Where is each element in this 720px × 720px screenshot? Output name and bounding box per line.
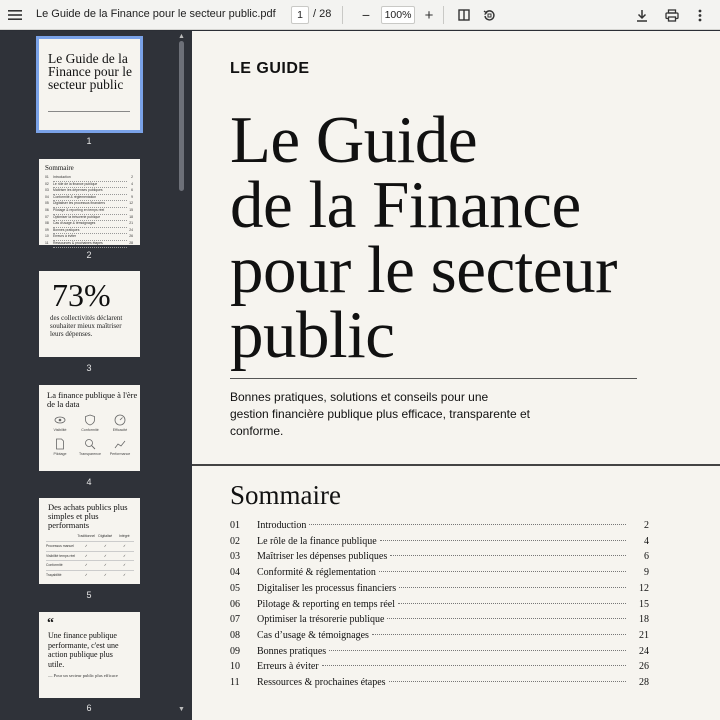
- toc-label: Bonnes pratiques: [257, 645, 327, 657]
- thumbnail-toc-row: [45, 182, 133, 189]
- toc-leader-dots: [379, 571, 626, 572]
- thumbnail-toc-cell: 21: [129, 221, 133, 226]
- toc-leader-dots: [387, 618, 626, 619]
- table-cell: Visibilité temps réel: [46, 553, 76, 558]
- page-total: / 28: [313, 8, 332, 20]
- toc-label: Pilotage & reporting en temps réel: [257, 598, 396, 610]
- rotate-icon: [483, 9, 496, 22]
- thumbnail-toc-cell: 05: [45, 201, 49, 206]
- grid-label: Pilotage: [53, 452, 67, 456]
- thumbnail-toc-cell: Introduction: [53, 175, 127, 182]
- table-cell: ✓: [84, 553, 88, 558]
- document-icon: [54, 438, 66, 450]
- download-button[interactable]: [630, 3, 654, 27]
- table-cell: ✓: [103, 553, 107, 558]
- toc-page-number: 21: [639, 629, 649, 641]
- toc-leader-dots: [322, 665, 626, 666]
- pdf-toolbar: [0, 0, 720, 30]
- table-cell: Processus manuel: [46, 543, 74, 548]
- toc-label: Maîtriser les dépenses publiques: [257, 551, 388, 563]
- toc-leader-dots: [389, 681, 626, 682]
- hero-line: de la Finance: [230, 168, 581, 242]
- thumbnail-toc-row: [45, 201, 133, 208]
- table-cell: ✓: [123, 563, 126, 568]
- toc-label: Cas d’usage & témoignages: [257, 629, 369, 641]
- menu-icon[interactable]: [3, 3, 27, 27]
- thumbnail-title: Le Guide de la Finance pour le secteur public: [48, 51, 132, 92]
- fit-page-icon: [458, 9, 470, 21]
- toc-label: Ressources & prochaines étapes: [257, 677, 386, 689]
- fit-to-page-button[interactable]: [452, 3, 476, 27]
- hero-line: public: [230, 298, 395, 372]
- toc-page-number: 12: [639, 582, 649, 594]
- rotate-button[interactable]: [477, 3, 501, 27]
- toc-entry[interactable]: [230, 597, 649, 613]
- shield-icon: [84, 414, 96, 426]
- thumbnail-toc-cell: 12: [129, 201, 133, 206]
- thumbnail-number: 3: [86, 363, 92, 373]
- more-vert-icon: [698, 9, 702, 22]
- thumbnail-toc-cell: 10: [45, 234, 49, 239]
- toc-entry[interactable]: [230, 644, 649, 660]
- toc-leader-dots: [372, 634, 626, 635]
- toc-entry[interactable]: [230, 565, 649, 581]
- thumbnail-number: 1: [86, 136, 92, 146]
- toolbar-divider: [342, 6, 343, 24]
- more-options-button[interactable]: [688, 3, 712, 27]
- toc-page-number: 28: [639, 677, 649, 689]
- sommaire-title: Sommaire: [230, 480, 341, 510]
- print-icon: [665, 9, 679, 22]
- table-body: [46, 541, 134, 580]
- grid-item: [45, 438, 75, 456]
- toc-page-number: 24: [639, 645, 649, 657]
- toc-leader-dots: [380, 540, 626, 541]
- toc-entry[interactable]: [230, 518, 649, 534]
- toc-number: 09: [230, 645, 240, 657]
- toc-page-number: 15: [639, 598, 649, 610]
- toc-number: 02: [230, 535, 240, 547]
- thumbnail-page-1[interactable]: [39, 39, 140, 130]
- thumbnail-toc-cell: 18: [129, 214, 133, 219]
- thumbnail-toc-cell: Pilotage & reporting en temps réel: [53, 208, 127, 215]
- thumbnail-toc-cell: 01: [45, 175, 49, 179]
- grid-label: Conformité: [81, 428, 99, 432]
- thumbnail-toc-cell: 09: [45, 227, 49, 232]
- thumbnail-toc-cell: 2: [131, 175, 133, 179]
- pdf-page-view: [192, 31, 720, 720]
- table-header-cell: Intégré: [119, 534, 130, 538]
- toc-number: 01: [230, 520, 240, 531]
- title-divider: [230, 378, 637, 379]
- grid-label: Visibilité: [53, 428, 67, 432]
- thumbnail-title: Sommaire: [45, 164, 74, 172]
- table-cell: Conformité: [46, 563, 63, 568]
- toc-number: 08: [230, 629, 240, 641]
- grid-item: [75, 438, 105, 456]
- thumbnail-toc-cell: 15: [129, 207, 133, 212]
- thumbnail-page-2[interactable]: [39, 159, 140, 245]
- table-header-cell: [46, 532, 77, 541]
- table-row: [46, 570, 134, 580]
- toc-number: 10: [230, 661, 240, 673]
- grid-item: [75, 414, 105, 432]
- thumbnail-toc-row: [45, 175, 133, 182]
- toc-label: Le rôle de la finance publique: [257, 535, 377, 547]
- toc-leader-dots: [309, 524, 626, 525]
- thumbnail-toc-cell: 9: [131, 194, 133, 199]
- thumbnail-toc-cell: 06: [45, 207, 49, 212]
- page-subtitle: Bonnes pratiques, solutions et conseils pour une gestion financière publique plus efficace, transparente et conforme.: [230, 390, 530, 438]
- thumbnail-title: Des achats publics plus simples et plus performants: [48, 502, 128, 530]
- download-icon: [636, 9, 648, 22]
- thumbnail-sidebar: [0, 31, 192, 720]
- scrollbar-thumb[interactable]: [179, 41, 184, 191]
- page-number-input[interactable]: 1: [291, 6, 309, 24]
- quote-mark: “: [47, 616, 54, 631]
- toc-page-number: 26: [639, 661, 649, 673]
- thumbnail-rule: [48, 111, 130, 112]
- toc-entry[interactable]: [230, 612, 649, 628]
- thumbnail-page-6[interactable]: [39, 612, 140, 698]
- thumbnail-toc-cell: Erreurs à éviter: [53, 234, 127, 241]
- thumbnail-toc-cell: Digitaliser les processus financiers: [53, 201, 127, 208]
- toc-entry[interactable]: [230, 549, 649, 565]
- toc-entry[interactable]: [230, 659, 649, 675]
- thumbnail-toc-cell: Maîtriser les dépenses publiques: [53, 188, 127, 195]
- thumbnail-number: 6: [86, 703, 92, 713]
- toc-page-number: 18: [639, 614, 649, 626]
- toc-page-number: 2: [644, 520, 649, 531]
- grid-item: [105, 414, 135, 432]
- toc-number: 07: [230, 614, 240, 626]
- thumbnail-toc-row: [45, 188, 133, 195]
- grid-label: Performance: [109, 452, 131, 456]
- thumbnail-toc-row: [45, 195, 133, 202]
- print-button[interactable]: [660, 3, 684, 27]
- thumbnail-toc-row: [45, 221, 133, 228]
- thumbnail-number: 2: [86, 250, 92, 260]
- toc-page-number: 9: [644, 567, 649, 579]
- minus-icon: −: [361, 7, 371, 23]
- toc-label: Conformité & réglementation: [257, 567, 376, 579]
- table-cell: ✓: [123, 553, 126, 558]
- toc-label: Erreurs à éviter: [257, 661, 319, 673]
- toc-entry[interactable]: [230, 581, 649, 597]
- hero-line: Le Guide: [230, 103, 478, 177]
- thumbnail-toc-cell: 07: [45, 214, 49, 219]
- trend-icon: [114, 438, 126, 450]
- thumbnail-toc-cell: 04: [45, 194, 49, 199]
- toc-leader-dots: [329, 650, 626, 651]
- thumbnail-title: La finance publique à l'ère de la data: [47, 390, 138, 409]
- table-of-contents: [230, 518, 649, 691]
- thumbnail-toc-row: [45, 228, 133, 235]
- thumbnail-toc-cell: Le rôle de la finance publique: [53, 182, 127, 189]
- toc-label: Digitaliser les processus financiers: [257, 582, 397, 594]
- thumbnail-toc-cell: 08: [45, 221, 49, 226]
- toc-entry[interactable]: [230, 628, 649, 644]
- thumbnail-toc-row: [45, 208, 133, 215]
- thumbnail-page-3[interactable]: [39, 271, 140, 357]
- table-cell: Traçabilité: [46, 573, 62, 578]
- table-cell: ✓: [103, 573, 107, 578]
- thumbnail-toc-cell: 24: [129, 227, 133, 232]
- zoom-out-button[interactable]: [354, 3, 378, 27]
- thumbnail-stat-text: des collectivités déclarent souhaiter mieux maîtriser leurs dépenses.: [50, 314, 123, 338]
- section-divider: [192, 464, 720, 466]
- thumbnail-toc-cell: 26: [129, 234, 133, 239]
- zoom-level-input[interactable]: 100%: [381, 6, 415, 24]
- toc-number: 05: [230, 582, 240, 594]
- zoom-in-button[interactable]: [417, 3, 441, 27]
- thumbnail-toc-cell: 03: [45, 188, 49, 193]
- thumbnail-toc-cell: 11: [45, 240, 49, 245]
- table-cell: ✓: [84, 543, 88, 548]
- hero-line: pour le secteur: [230, 233, 617, 307]
- thumbnail-toc-cell: Cas d'usage & témoignages: [53, 221, 127, 228]
- table-header: [46, 532, 134, 541]
- plus-icon: +: [424, 6, 434, 24]
- toc-page-number: 6: [644, 551, 649, 563]
- thumbnail-comparison-table: [46, 532, 134, 580]
- thumbnail-icon-grid: [45, 414, 135, 456]
- table-row: [46, 560, 134, 570]
- thumbnail-stat: 73%: [52, 277, 111, 313]
- gauge-icon: [114, 414, 126, 426]
- scroll-down-arrow-icon[interactable]: ▼: [178, 706, 185, 713]
- toc-page-number: 4: [644, 535, 649, 547]
- thumbnail-toc-row: [45, 241, 133, 248]
- thumbnail-quote-text: Une finance publique performante, c'est une action publique plus utile.: [48, 631, 119, 669]
- thumbnail-toc-cell: Ressources & prochaines étapes: [53, 241, 127, 248]
- grid-item: [105, 438, 135, 456]
- thumbnail-toc-cell: Conformité & réglementation: [53, 195, 127, 202]
- thumbnail-toc-list: [45, 175, 133, 248]
- page-hero-title: [230, 103, 710, 372]
- table-row: [46, 551, 134, 561]
- toc-number: 11: [230, 677, 240, 689]
- thumbnail-toc-cell: Bonnes pratiques: [53, 228, 127, 235]
- thumbnail-page-5[interactable]: [39, 498, 140, 584]
- table-cell: ✓: [103, 563, 107, 568]
- table-cell: ✓: [84, 563, 88, 568]
- toc-leader-dots: [399, 587, 626, 588]
- thumbnail-toc-cell: 28: [129, 240, 133, 245]
- table-header-cell: Digitalisé: [98, 534, 113, 538]
- toc-number: 03: [230, 551, 240, 563]
- table-header-cell: Traditionnel: [77, 534, 95, 538]
- thumbnail-quote-attribution: — Pour un secteur public plus efficace: [48, 673, 118, 678]
- toc-entry[interactable]: [230, 534, 649, 550]
- thumbnail-toc-cell: 4: [131, 181, 133, 186]
- thumbnail-toc-row: [45, 215, 133, 222]
- eye-icon: [54, 414, 66, 426]
- toc-leader-dots: [398, 603, 626, 604]
- document-title: Le Guide de la Finance pour le secteur public.pdf: [36, 8, 276, 20]
- thumbnail-toc-row: [45, 234, 133, 241]
- thumbnail-number: 4: [86, 477, 92, 487]
- grid-item: [45, 414, 75, 432]
- magnifier-icon: [84, 438, 96, 450]
- table-cell: ✓: [123, 573, 126, 578]
- thumbnail-toc-cell: 02: [45, 181, 49, 186]
- thumbnail-toc-cell: Optimiser la trésorerie publique: [53, 215, 127, 222]
- grid-label: Transparence: [78, 452, 102, 456]
- toc-number: 04: [230, 567, 240, 579]
- toc-leader-dots: [390, 555, 626, 556]
- toc-number: 06: [230, 598, 240, 610]
- toc-label: Introduction: [257, 520, 307, 531]
- table-row: [46, 541, 134, 551]
- grid-label: Efficacité: [112, 428, 128, 432]
- toc-label: Optimiser la trésorerie publique: [257, 614, 385, 626]
- thumbnail-number: 5: [86, 590, 92, 600]
- table-cell: ✓: [123, 543, 126, 548]
- toc-entry[interactable]: [230, 675, 649, 691]
- toolbar-divider: [443, 6, 444, 24]
- thumbnail-page-4[interactable]: [39, 385, 140, 471]
- table-cell: ✓: [103, 543, 107, 548]
- table-cell: ✓: [84, 573, 88, 578]
- page-kicker: LE GUIDE: [230, 60, 310, 77]
- thumbnail-toc-cell: 6: [131, 188, 133, 193]
- scroll-up-arrow-icon[interactable]: ▲: [178, 33, 185, 40]
